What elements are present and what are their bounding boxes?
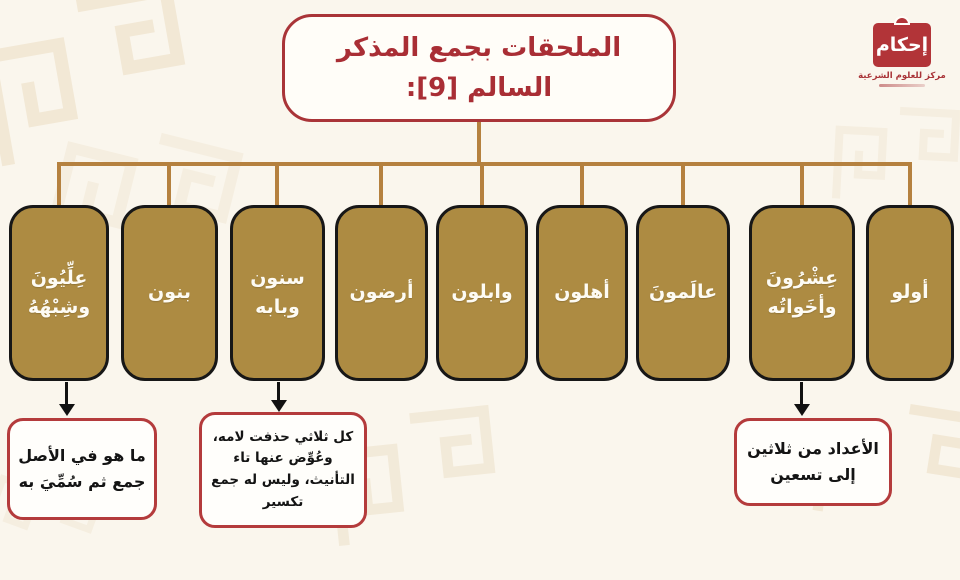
connector-drop [380, 164, 384, 207]
node-label: أهلون [555, 281, 611, 304]
note-origin-plural [8, 418, 158, 520]
logo-subtitle: مركز للعلوم الشرعية [859, 71, 947, 81]
arrow-head-icon [795, 404, 811, 416]
note-text: الأعداد من ثلاثين إلى تسعين [748, 439, 880, 484]
node-label: عالَمونَ [649, 281, 719, 304]
node-label: أولو [892, 281, 930, 304]
node-ulu [867, 205, 955, 381]
node-label: وابلون [452, 281, 514, 304]
node-label: عِلِّيُونَ وشِبْهُهُ [28, 266, 92, 318]
brand-logo [857, 16, 949, 87]
node-illiyyun [10, 205, 110, 381]
node-sinun [231, 205, 326, 381]
connector-title-stub [478, 122, 482, 164]
node-wabilun [437, 205, 529, 381]
ornament-pattern [827, 86, 960, 224]
connector-drop [801, 164, 805, 207]
diagram-title: الملحقات بجمع المذكر السالم [9]: [337, 32, 623, 103]
arrow-to-note-3 [801, 382, 804, 406]
arrow-head-icon [60, 404, 76, 416]
connector-drop [481, 164, 485, 207]
note-text: كل ثلاثي حذفت لامه، وعُوِّض عنها تاء التأنيث، وليس له جمع تكسير [212, 428, 356, 510]
arrow-head-icon [272, 400, 288, 412]
ornament-pattern [0, 0, 233, 178]
node-label: عِشْرُونَ وأخَواتُه [766, 266, 840, 318]
diagram-title-box [283, 14, 677, 122]
node-ahlun [537, 205, 629, 381]
arrow-to-note-1 [66, 382, 69, 406]
connector-drop [581, 164, 585, 207]
logo-tagline-line [880, 84, 926, 87]
connector-drop [276, 164, 280, 207]
connector-horizontal [58, 162, 913, 166]
connector-drop [58, 164, 62, 207]
note-numbers-30-90 [735, 418, 893, 506]
connector-drop [682, 164, 686, 207]
note-text: ما هو في الأصل جمع ثم سُمِّيَ به [19, 446, 147, 491]
node-ardun [336, 205, 429, 381]
arrow-to-note-2 [278, 382, 281, 402]
note-triliteral-rule [200, 412, 368, 528]
node-label: بنون [148, 281, 193, 304]
connector-drop [168, 164, 172, 207]
node-label: سنون وبابه [251, 266, 306, 318]
logo-mark: إحكام [874, 23, 932, 67]
node-ishrun [750, 205, 856, 381]
connector-drop [909, 164, 913, 207]
node-alamun [637, 205, 731, 381]
dome-icon [895, 16, 911, 25]
node-label: أرضون [350, 281, 415, 304]
node-banun [122, 205, 219, 381]
